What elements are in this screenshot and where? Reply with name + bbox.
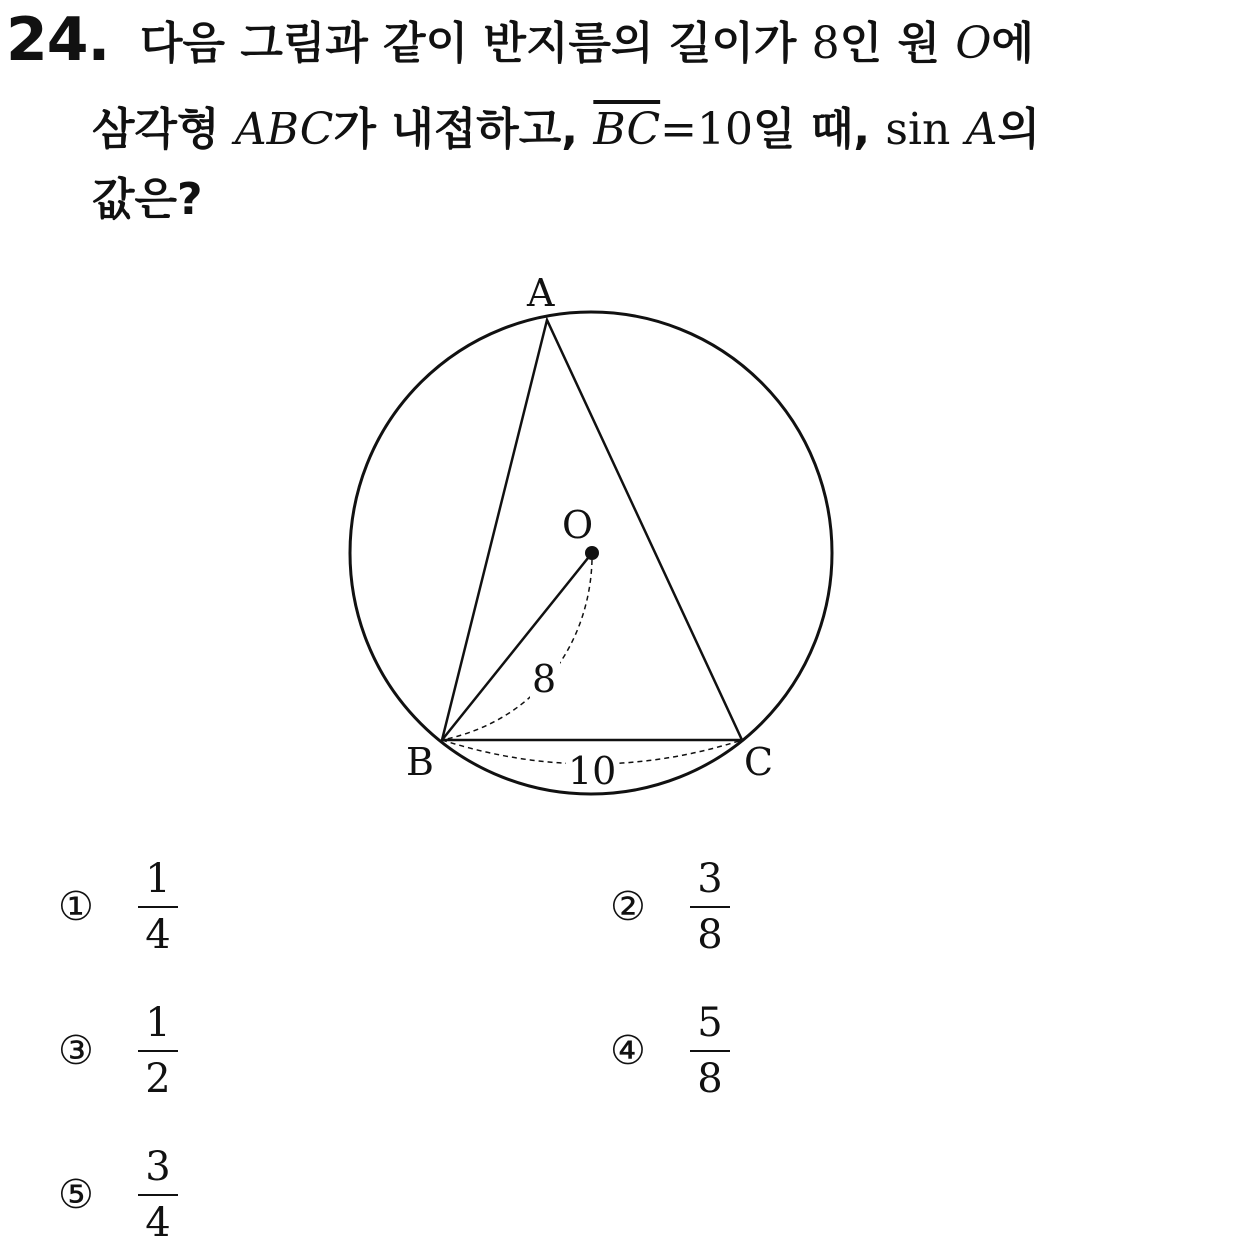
numerator: 1 (145, 1000, 171, 1046)
choice-fraction (690, 1000, 730, 1102)
denominator: 8 (697, 912, 723, 958)
segment-name: $\overline{BC}$ (593, 104, 661, 155)
choice-marker: ⑤ (58, 1172, 94, 1218)
fraction-bar (690, 1050, 730, 1052)
fraction-bar (138, 1194, 178, 1196)
numerator: 1 (145, 856, 171, 902)
denominator: 8 (697, 1056, 723, 1102)
choice-4[interactable] (610, 1000, 730, 1102)
choice-marker: ④ (610, 1028, 646, 1074)
numerator: 3 (697, 856, 723, 902)
circle-name: O (955, 18, 992, 69)
center-point-o (585, 546, 599, 560)
choice-marker: ③ (58, 1028, 94, 1074)
fraction-bar (138, 1050, 178, 1052)
question-text: 일 때, (753, 104, 871, 155)
choice-5[interactable] (58, 1144, 178, 1246)
choice-marker: ① (58, 884, 94, 930)
question-line-3 (92, 170, 203, 230)
choice-fraction (690, 856, 730, 958)
choice-fraction (138, 856, 178, 958)
choice-1[interactable] (58, 856, 178, 958)
vertex-label-c: C (744, 740, 774, 784)
question-text: 의 (997, 104, 1041, 155)
vertex-label-a: A (527, 271, 555, 315)
choice-3[interactable] (58, 1000, 178, 1102)
choice-2[interactable] (610, 856, 730, 958)
question-text: 에 (991, 18, 1034, 69)
denominator: 4 (145, 1200, 171, 1246)
radius-label: 8 (532, 657, 557, 701)
vertex-label-b: B (406, 740, 434, 784)
chord-label: 10 (568, 749, 617, 793)
radius-value: 8 (811, 18, 840, 69)
question-text: 인 원 (839, 18, 940, 69)
choice-fraction (138, 1000, 178, 1102)
question-number: 24. (6, 5, 110, 75)
question-text: 다음 그림과 같이 반지름의 길이가 (140, 18, 797, 69)
question-line-2 (92, 100, 1040, 160)
denominator: 4 (145, 912, 171, 958)
sin-word: sin (885, 104, 951, 155)
question-text: 가 내접하고, (333, 104, 578, 155)
question-text: 값은? (92, 174, 203, 225)
center-label-o: O (562, 503, 594, 547)
numerator: 5 (697, 1000, 723, 1046)
equals-sign: = (660, 104, 698, 155)
angle-name: A (965, 104, 998, 155)
segment-value: 10 (697, 104, 754, 155)
triangle-name: ABC (234, 104, 334, 155)
fraction-bar (138, 906, 178, 908)
question-line-1 (140, 14, 1034, 74)
choice-marker: ② (610, 884, 646, 930)
question-text: 삼각형 (92, 104, 220, 155)
denominator: 2 (145, 1056, 171, 1102)
choice-fraction (138, 1144, 178, 1246)
numerator: 3 (145, 1144, 171, 1190)
geometry-figure (320, 260, 860, 820)
fraction-bar (690, 906, 730, 908)
